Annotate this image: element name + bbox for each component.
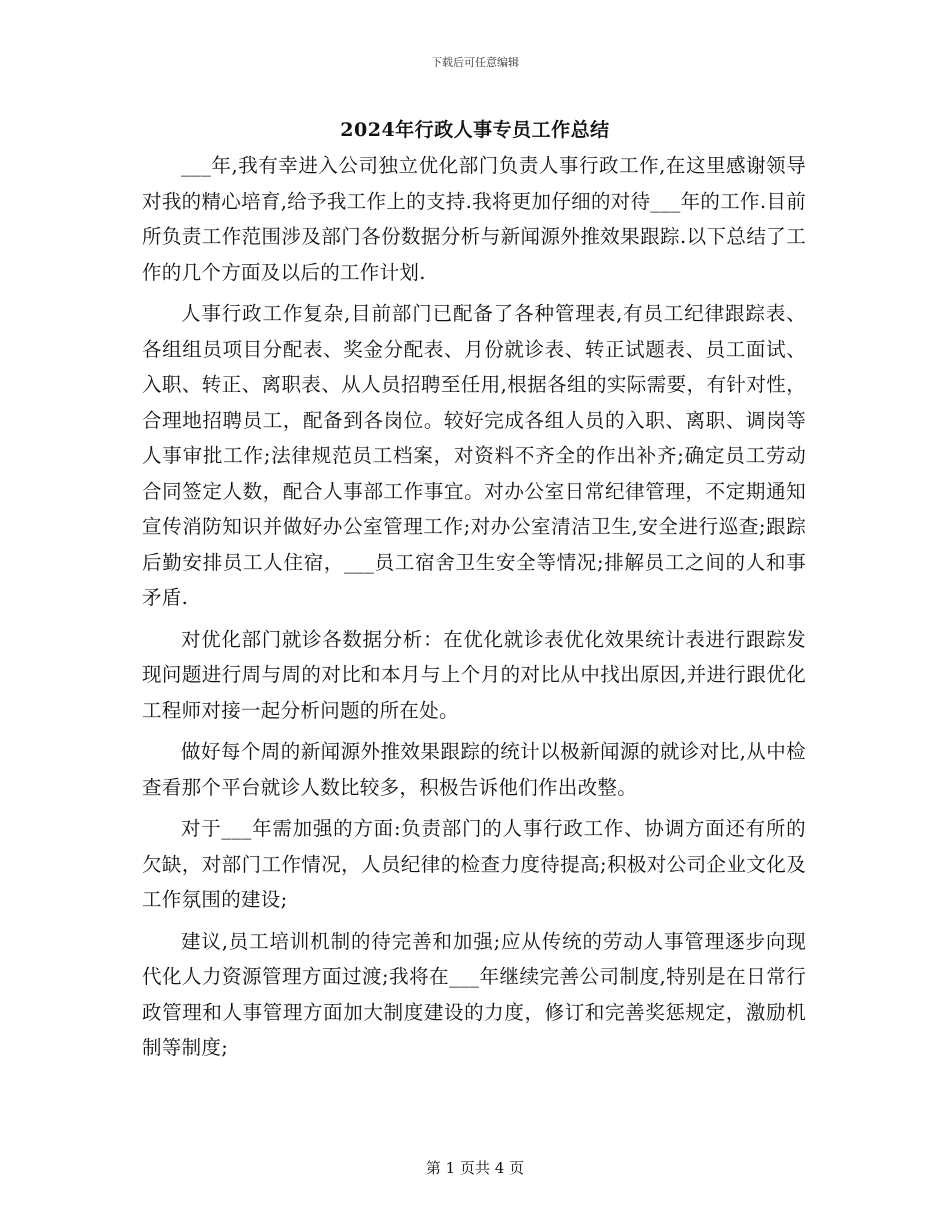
- page-footer: 第 1 页共 4 页: [425, 1159, 525, 1177]
- paragraph-6: 建议,员工培训机制的待完善和加强;应从传统的劳动人事管理逐步向现代化人力资源管理方面过渡;我将在___年继续完善公司制度,特别是在日常行政管理和人事管理方面加大制度建设的力度，修订和完善奖惩规定，激励机制等制度;: [142, 929, 806, 1059]
- paragraph-4: 做好每个周的新闻源外推效果跟踪的统计以极新闻源的就诊对比,从中检查看那个平台就诊人数比较多，积极告诉他们作出改整。: [142, 740, 806, 799]
- document-body: [142, 148, 806, 1072]
- header-note: 下载后可任意编辑: [431, 56, 519, 69]
- paragraph-1: ___年,我有幸进入公司独立优化部门负责人事行政工作,在这里感谢领导对我的精心培育,给予我工作上的支持.我将更加仔细的对待___年的工作.目前所负责工作范围涉及部门各份数据分析与新闻源外推效果跟踪.以下总结了工作的几个方面及以后的工作计划.: [142, 154, 806, 284]
- paragraph-2: 人事行政工作复杂,目前部门已配备了各种管理表,有员工纪律跟踪表、各组组员项目分配表、奖金分配表、月份就诊表、转正试题表、员工面试、入职、转正、离职表、从人员招聘至任用,根据各组的实际需要，有针对性，合理地招聘员工，配备到各岗位。较好完成各组人员的入职、离职、调岗等人事审批工作;法律规范员工档案，对资料不齐全的作出补齐;确定员工劳动合同签定人数，配合人事部工作事宜。对办公室日常纪律管理，不定期通知宣传消防知识并做好办公室管理工作;对办公室清洁卫生,安全进行巡查;跟踪后勤安排员工人住宿，___员工宿舍卫生安全等情况;排解员工之间的人和事矛盾.: [142, 302, 806, 609]
- paragraph-3: 对优化部门就诊各数据分析：在优化就诊表优化效果统计表进行跟踪发现问题进行周与周的对比和本月与上个月的对比从中找出原因,并进行跟优化工程师对接一起分析问题的所在处。: [142, 627, 806, 722]
- paragraph-5: 对于___年需加强的方面:负责部门的人事行政工作、协调方面还有所的欠缺，对部门工作情况，人员纪律的检查力度待提高;积极对公司企业文化及工作氛围的建设;: [142, 817, 806, 911]
- page-title: 2024年行政人事专员工作总结: [340, 119, 610, 141]
